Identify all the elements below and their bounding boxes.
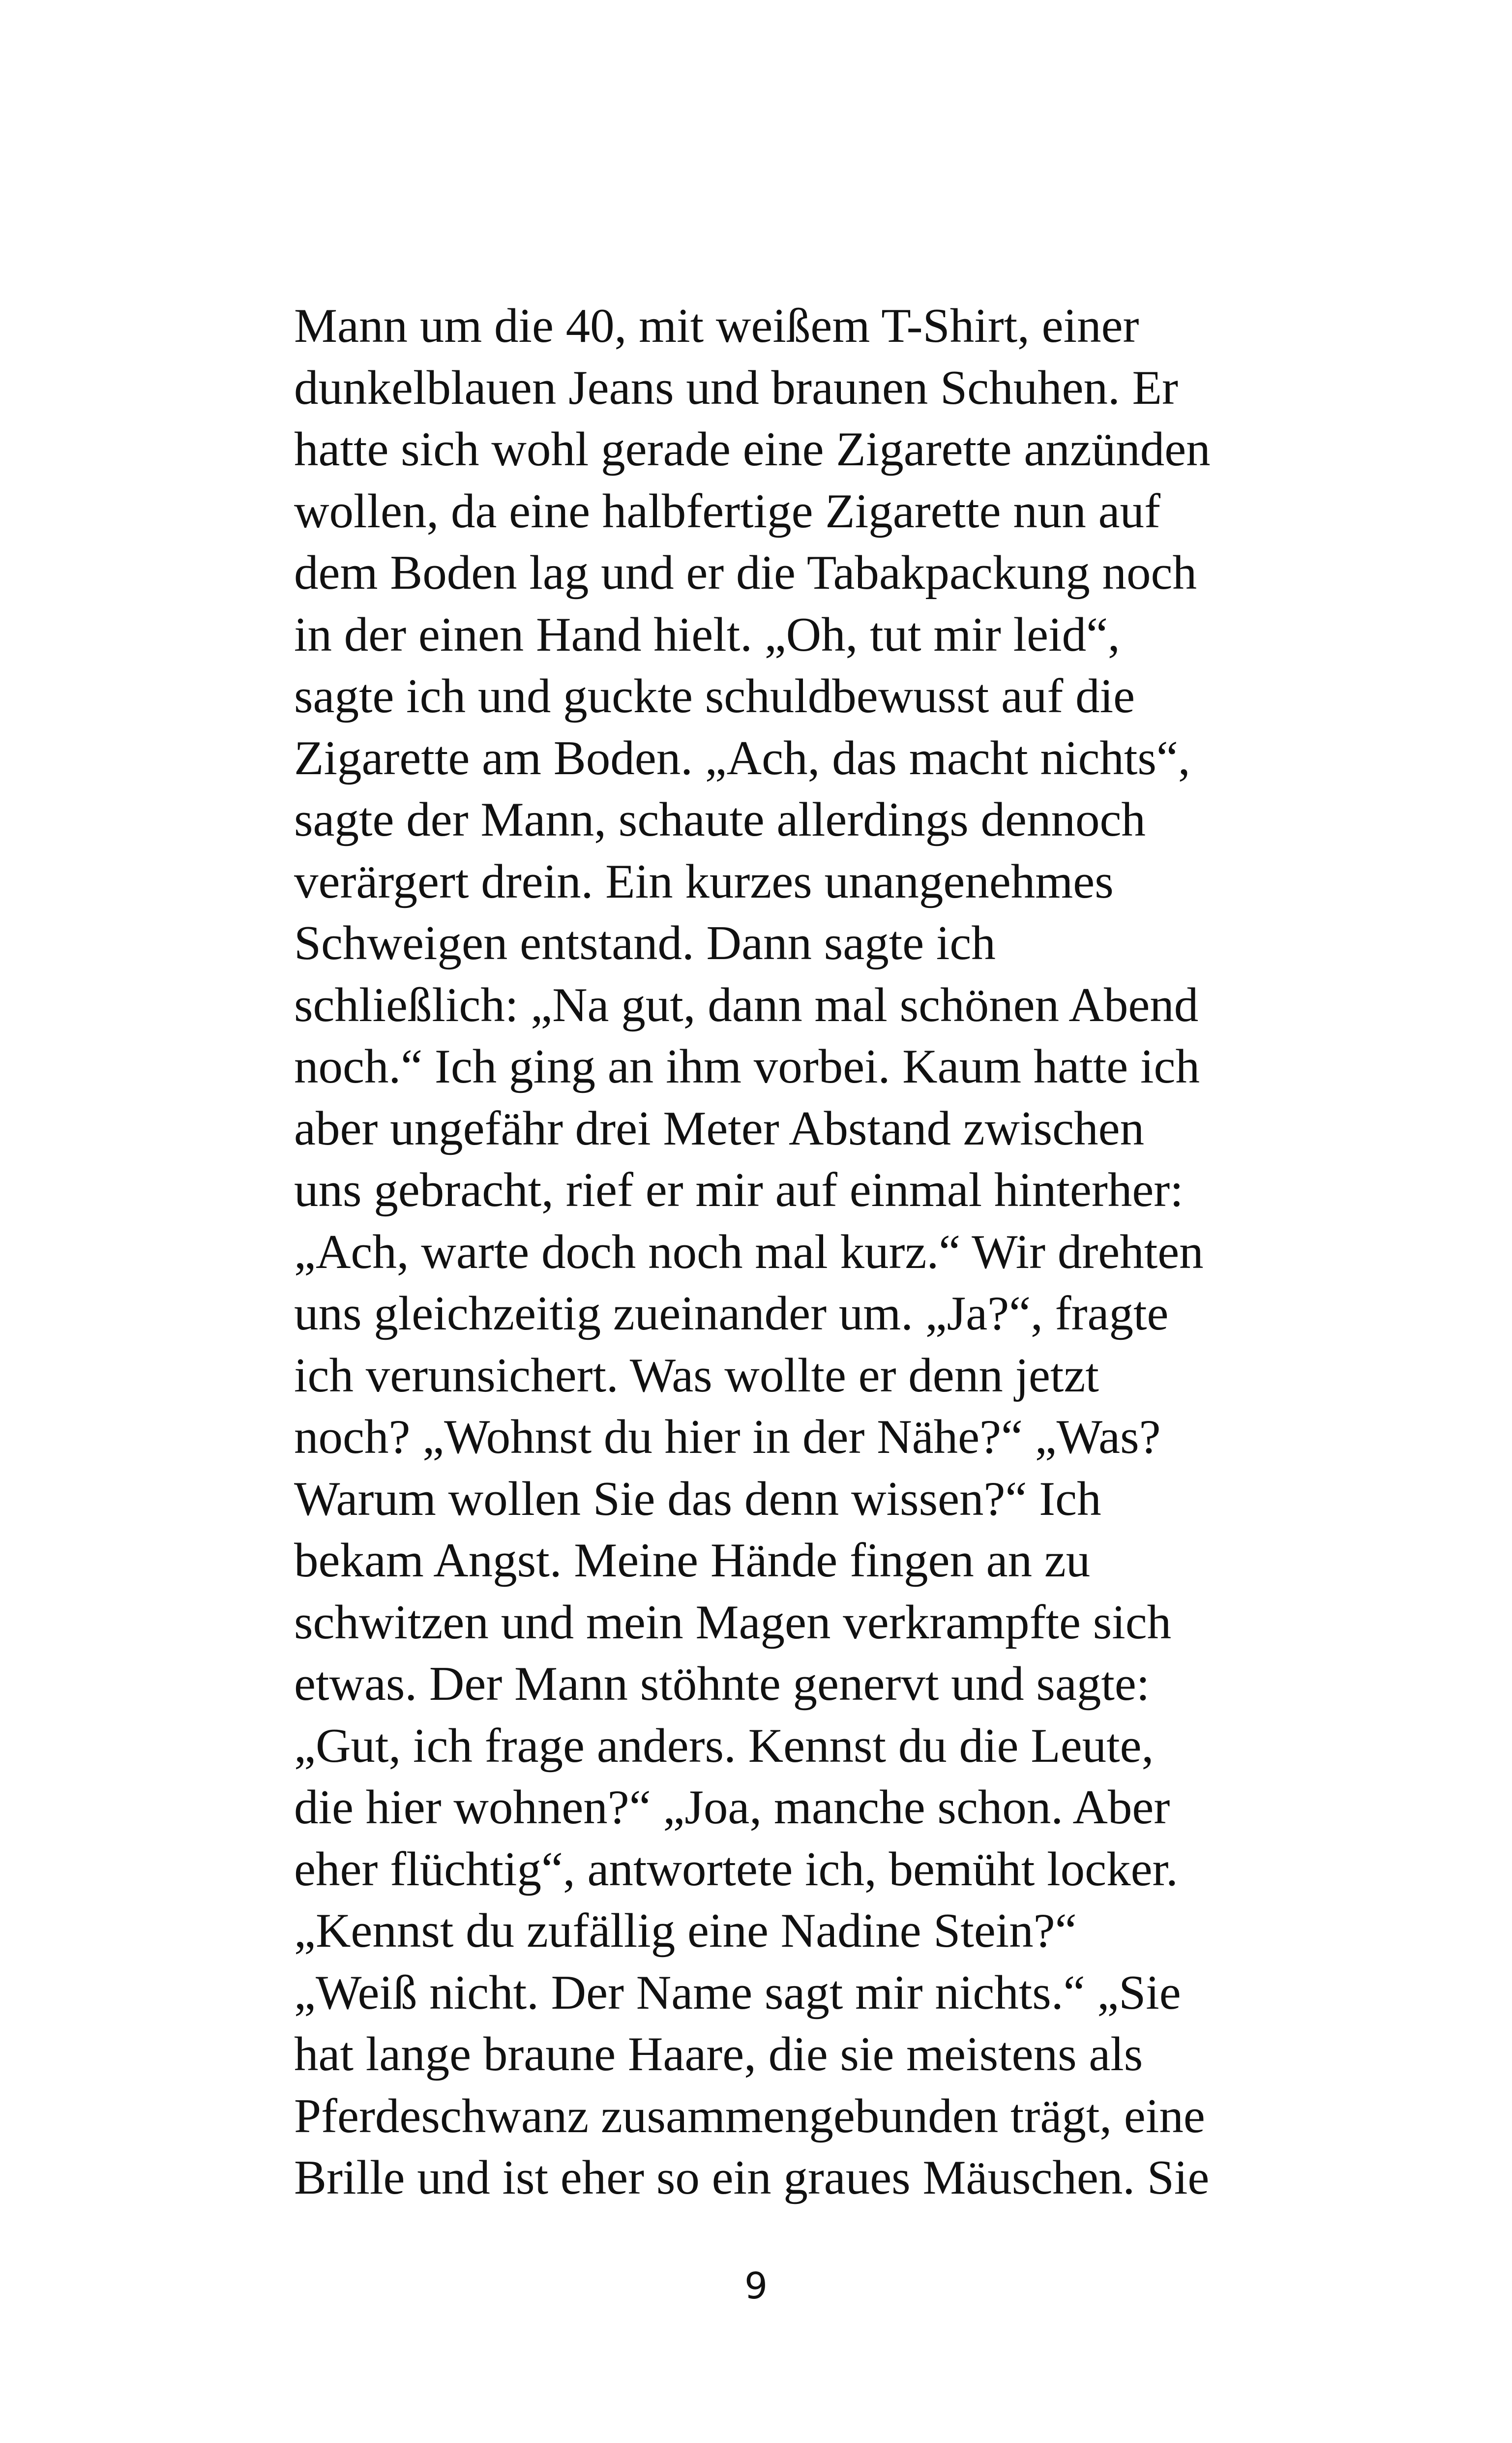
text-line: uns gleichzeitig zueinander um. „Ja?“, fragte <box>294 1287 1169 1340</box>
text-line: Pferdeschwanz zusammengebunden trägt, eine <box>294 2089 1205 2143</box>
text-line: Zigarette am Boden. „Ach, das macht nichts“, <box>294 731 1190 785</box>
text-line: sagte ich und guckte schuldbewusst auf die <box>294 669 1135 723</box>
body-text <box>294 295 1258 2209</box>
text-line: uns gebracht, rief er mir auf einmal hinterher: <box>294 1163 1184 1217</box>
text-line: dem Boden lag und er die Tabakpackung noch <box>294 546 1197 600</box>
text-line: Warum wollen Sie das denn wissen?“ Ich <box>294 1472 1101 1526</box>
text-line: Schweigen entstand. Dann sagte ich <box>294 916 996 970</box>
text-line: Mann um die 40, mit weißem T-Shirt, einer <box>294 299 1139 353</box>
text-line: bekam Angst. Meine Hände fingen an zu <box>294 1534 1091 1587</box>
text-line: „Gut, ich frage anders. Kennst du die Leute, <box>294 1719 1154 1773</box>
text-line: ich verunsichert. Was wollte er denn jetzt <box>294 1348 1099 1402</box>
text-line: eher flüchtig“, antwortete ich, bemüht locker. <box>294 1842 1178 1896</box>
text-line: schließlich: „Na gut, dann mal schönen Abend <box>294 978 1199 1032</box>
text-line: hat lange braune Haare, die sie meistens als <box>294 2027 1143 2081</box>
text-line: noch.“ Ich ging an ihm vorbei. Kaum hatte ich <box>294 1040 1200 1093</box>
text-line: „Ach, warte doch noch mal kurz.“ Wir drehten <box>294 1225 1204 1279</box>
text-line: „Kennst du zufällig eine Nadine Stein?“ <box>294 1904 1077 1958</box>
text-line: wollen, da eine halbfertige Zigarette nun auf <box>294 484 1160 538</box>
text-line: dunkelblauen Jeans und braunen Schuhen. Er <box>294 361 1179 415</box>
text-line: verärgert drein. Ein kurzes unangenehmes <box>294 854 1114 908</box>
text-line: Brille und ist eher so ein graues Mäuschen. Sie <box>294 2151 1210 2204</box>
text-line: etwas. Der Mann stöhnte genervt und sagte: <box>294 1657 1150 1711</box>
text-line: noch? „Wohnst du hier in der Nähe?“ „Was? <box>294 1410 1161 1464</box>
text-line: „Weiß nicht. Der Name sagt mir nichts.“ „Sie <box>294 1965 1181 2020</box>
text-line: schwitzen und mein Magen verkrampfte sich <box>294 1595 1172 1649</box>
text-line: sagte der Mann, schaute allerdings dennoch <box>294 793 1146 846</box>
text-line: in der einen Hand hielt. „Oh, tut mir leid“, <box>294 607 1120 662</box>
text-line: aber ungefähr drei Meter Abstand zwischen <box>294 1101 1145 1155</box>
text-line: hatte sich wohl gerade eine Zigarette anzünden <box>294 422 1211 476</box>
text-line: die hier wohnen?“ „Joa, manche schon. Aber <box>294 1780 1170 1834</box>
page-number: 9 <box>744 2265 768 2307</box>
